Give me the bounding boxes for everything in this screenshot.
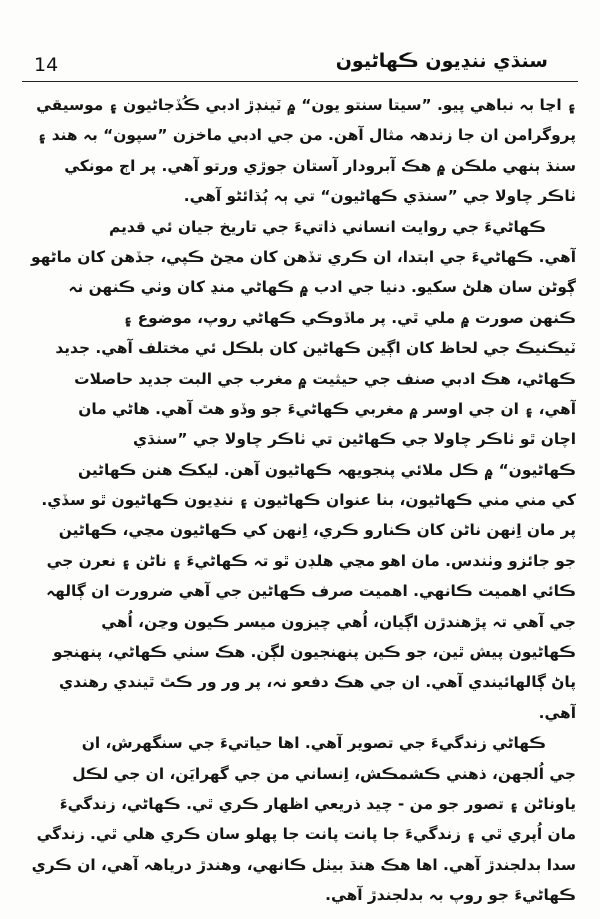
text-line: ڪائي اهميت ڪانهي. اهميت صرف ڪهاڻين جي آهي ضرورت ان ڳالهہ xyxy=(46,582,576,601)
text-line: آهي. xyxy=(538,703,576,722)
running-title: سنڌي ننڍيون ڪهاڻيون xyxy=(335,50,548,72)
paragraph xyxy=(26,90,576,212)
paragraph xyxy=(26,212,576,729)
text-line: سدا بدلجندڙ آهي. اها هڪ هنڌ بيٺل ڪانهي، وهندڙ درياهہ آهي، ان ڪري xyxy=(31,855,576,874)
text-line: جي آهي تہ پڙهندڙن اڳيان، اُهي چيزون ميسر ڪيون وڃن، اُهي xyxy=(101,612,576,631)
text-line: آهي. ڪهاڻيءَ جي ابتدا، ان ڪري تڏهن کان مڃڻ ڪپي، جڏهن کان ماڻهو xyxy=(31,247,576,266)
text-line: ٺاڪر چاولا جي ”سنڌي ڪهاڻيون“ تي ٻہ ٻُڌائڻو آهي. xyxy=(183,187,576,206)
text-line: ڪهاڻيون“ ۾ ڪل ملائي پنجويهہ ڪهاڻيون آهن. ليکڪ هنن ڪهاڻين xyxy=(78,460,576,479)
page-number: 14 xyxy=(34,54,59,76)
text-line: ڪهاڻيءَ جي روايت انساني ذاتيءَ جي تاريخ جيان ئي قديم xyxy=(109,217,546,236)
text-line: ڪهاڻي، هڪ ادبي صنف جي حيثيت ۾ مغرب جي البت جديد حاصلات xyxy=(74,369,576,388)
text-line: پر مان اِنهن ناڻن کان ڪنارو ڪري، اِنهن کي ڪهاڻيون مڃي، ڪهاڻين xyxy=(58,521,576,540)
header-rule xyxy=(22,81,578,82)
text-line: ياوناڻن ۽ تصور جو من - چيد ذريعي اظهار ڪري ٿي. ڪهاڻي، زندگيءَ xyxy=(59,794,576,813)
text-line: اچان ٿو ٺاڪر چاولا جي ڪهاڻين تي ٺاڪر چاولا جي ”سنڌي xyxy=(133,430,576,449)
text-line: پروگرامن ان جا زندهہ مثال آهن. من جي ادبي ماخزن ”سپون“ بہ هند ۽ xyxy=(37,126,576,145)
page-header xyxy=(22,44,578,82)
paragraph xyxy=(26,728,576,905)
page-body xyxy=(26,90,576,905)
text-line: ڳوڻن سان هلڻ سکيو. دنيا جي ادب ۾ ڪهاڻي منڍ کان وٺي ڪنهن نہ xyxy=(68,278,576,297)
text-line: ڪنهن صورت ۾ ملي ٿي. پر ماڏوڪي ڪهاڻي روپ، موضوع ۽ xyxy=(123,308,576,327)
text-line: جو جائزو وٺندس. مان اهو مڃي هلڊن ٿو تہ ڪهاڻيءَ ۽ ناڻن ۽ نعرن جي xyxy=(46,551,576,570)
text-line: کي مني مني ڪهاڻيون، بنا عنوان ڪهاڻيون ۽ ننڍيون ڪهاڻيون ٿو سڏي. xyxy=(41,491,576,510)
text-line: ڪهاڻيون پيش ٿين، جو ڪين پنهنجيون لڳن. هڪ سٺي ڪهاڻي، پنهنجو xyxy=(52,643,576,662)
text-line: جي اُلجهن، ذهني ڪشمڪش، اِنساني من جي گهرايَن، ان جي لڪل xyxy=(72,764,576,783)
text-line: ۽ اڃا بہ نباهي پيو. ”سيتا سنتو يون“ ۾ ٽينڊڙ ادبي ڪُڏجاڻيون ۽ موسيقي xyxy=(36,96,576,114)
text-line: پاڻ ڳالهائيندي آهي. ان جي هڪ دفعو نہ، پر ور ور ڪٿ ٿيندي رهندي xyxy=(59,673,576,692)
text-line: ڪهاڻيءَ جو روپ بہ بدلجندڙ آهي. xyxy=(325,886,576,905)
text-line: ٽيڪنيڪ جي لحاظ کان اڳين ڪهاڻين کان بلڪل ئي مختلف آهي. جديد xyxy=(55,339,576,358)
text-line: مان اُپري ٿي ۽ زندگيءَ جا پانت پانت جا پهلو سان ڪري هلي ٿي. زندگي xyxy=(36,825,576,844)
text-line: سنڌ ٻنهي ملڪن ۾ هڪ آبرودار آستان جوڙي ورتو آهي. پر اڄ مونکي xyxy=(64,156,576,175)
text-line: آهي، ۽ ان جي اوسر ۾ مغربي ڪهاڻيءَ جو وڏو هٿ آهي. هاڻي مان xyxy=(78,399,576,418)
text-line: ڪهاڻي زندگيءَ جي تصوير آهي. اها حياتيءَ جي سنگهرش، ان xyxy=(81,734,546,753)
